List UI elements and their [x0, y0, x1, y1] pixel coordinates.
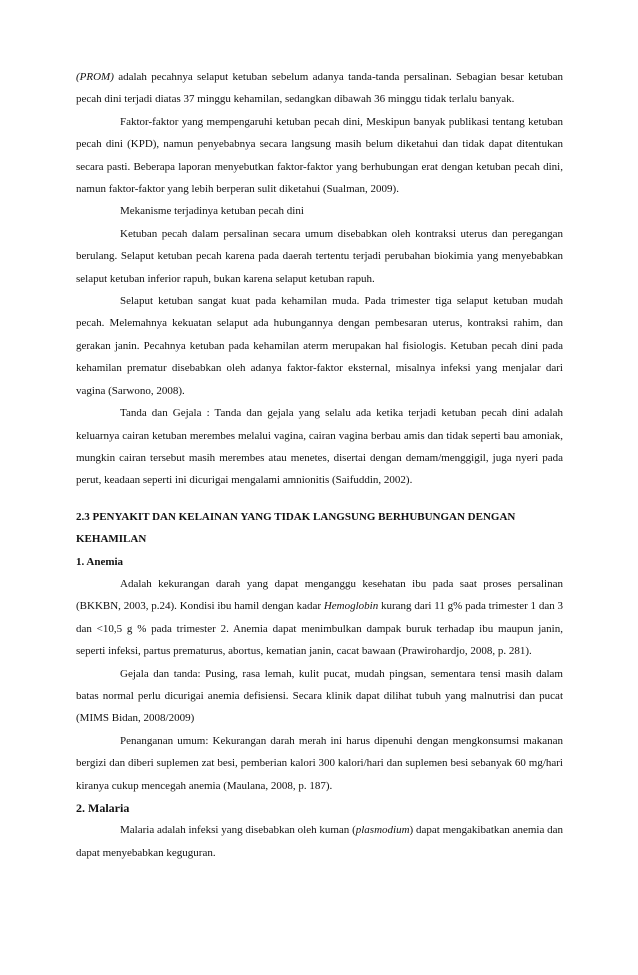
prom-text: adalah pecahnya selaput ketuban sebelum adanya tanda-tanda persalinan. Sebagian besar ketuban pecah dini terjadi diatas 37 minggu kehamilan, sedangkan dibawah 36 minggu tidak terlalu banyak. — [76, 71, 563, 106]
anemia-heading: 1. Anemia — [76, 555, 124, 568]
plasmodium-term: plasmodium — [355, 824, 410, 837]
paragraph-mekanisme-title: Mekanisme terjadinya ketuban pecah dini — [120, 205, 304, 218]
paragraph-malaria-definition — [76, 819, 563, 864]
prom-abbreviation: (PROM) — [76, 71, 114, 83]
malaria-def-after: ) dapat mengakibatkan anemia dan dapat menyebabkan keguguran. — [76, 824, 563, 859]
paragraph-anemia-gejala: Gejala dan tanda: Pusing, rasa lemah, kulit pucat, mudah pingsan, sementara tensi masih dalam batas normal perlu dicurigai anemia defisiensi. Secara klinik dapat dilihat tubuh yang malnutrisi dan pucat (MIMS Bidan, 2008/2009) — [76, 667, 563, 725]
malaria-def-before: Malaria adalah infeksi yang disebabkan oleh kuman ( — [120, 824, 356, 837]
hemoglobin-term: Hemoglobin — [323, 600, 379, 613]
paragraph-anemia-penanganan: Penanganan umum: Kekurangan darah merah ini harus dipenuhi dengan mengkonsumsi makanan bergizi dan diberi suplemen zat besi, pemberian kalori 300 kalori/hari dan suplemen besi sebanyak 60 mg/hari kiranya cukup mencegah anemia (Maulana, 2008, p. 187). — [76, 734, 563, 792]
malaria-heading: 2. Malaria — [76, 801, 130, 815]
paragraph-selaput: Selaput ketuban sangat kuat pada kehamilan muda. Pada trimester tiga selaput ketuban mudah pecah. Melemahnya kekuatan selaput ada hubungannya dengan pembesaran uterus, kontraksi rahim, dan gerakan janin. Pecahnya ketuban pada kehamilan aterm merupakan hal fisiologis. Ketuban pecah dini pada kehamilan prematur disebabkan oleh adanya faktor-faktor eksternal, misalnya infeksi yang menjalar dari vagina (Sarwono, 2008). — [76, 295, 563, 397]
anemia-def-after: kurang dari 11 g% pada trimester 1 dan 3 dan <10,5 g % pada trimester 2. Anemia dapat menimbulkan dampak buruk terhadap ibu maupun janin, seperti infeksi, partus prematurus, abortus, kematian janin, cacat bawaan (Prawirohardjo, 2008, p. 281). — [76, 600, 564, 658]
paragraph-faktor: Faktor-faktor yang mempengaruhi ketuban pecah dini, Meskipun banyak publikasi tentang ketuban pecah dini (KPD), namun penyebabnya secara langsung masih belum diketahui dan tidak dapat ditentukan secara pasti. Beberapa laporan menyebutkan faktor-faktor yang berhubungan erat dengan ketuban pecah dini, namun faktor-faktor yang lebih berperan sulit diketahui (Sualman, 2009). — [76, 115, 563, 196]
section-heading: 2.3 PENYAKIT DAN KELAINAN YANG TIDAK LANGSUNG BERHUBUNGAN DENGAN KEHAMILAN — [76, 510, 516, 546]
anemia-def-before: Adalah kekurangan darah yang dapat menganggu kesehatan ibu pada saat proses persalinan (BKKBN, 2003, p.24). Kondisi ibu hamil dengan kadar — [76, 577, 563, 613]
paragraph-tanda-gejala: Tanda dan Gejala : Tanda dan gejala yang selalu ada ketika terjadi ketuban pecah dini adalah keluarnya cairan ketuban merembes melalui vagina, cairan vagina berbau amis dan tidak seperti bau amoniak, mungkin cairan tersebut masih merembes atau menetes, disertai dengan demam/menggigil, juga nyeri pada perut, keadaan seperti ini dicurigai mengalami amnionitis (Saifuddin, 2002). — [76, 407, 563, 487]
paragraph-anemia-definition — [76, 573, 563, 663]
paragraph-prom — [76, 66, 563, 111]
section-spacer — [76, 492, 563, 506]
paragraph-mekanisme: Ketuban pecah dalam persalinan secara umum disebabkan oleh kontraksi uterus dan peregangan berulang. Selaput ketuban pecah karena pada daerah tertentu terjadi perubahan biokimia yang menyebabkan selaput ketuban inferior rapuh, bukan karena selaput ketuban rapuh. — [76, 227, 563, 285]
document-body — [76, 66, 563, 864]
